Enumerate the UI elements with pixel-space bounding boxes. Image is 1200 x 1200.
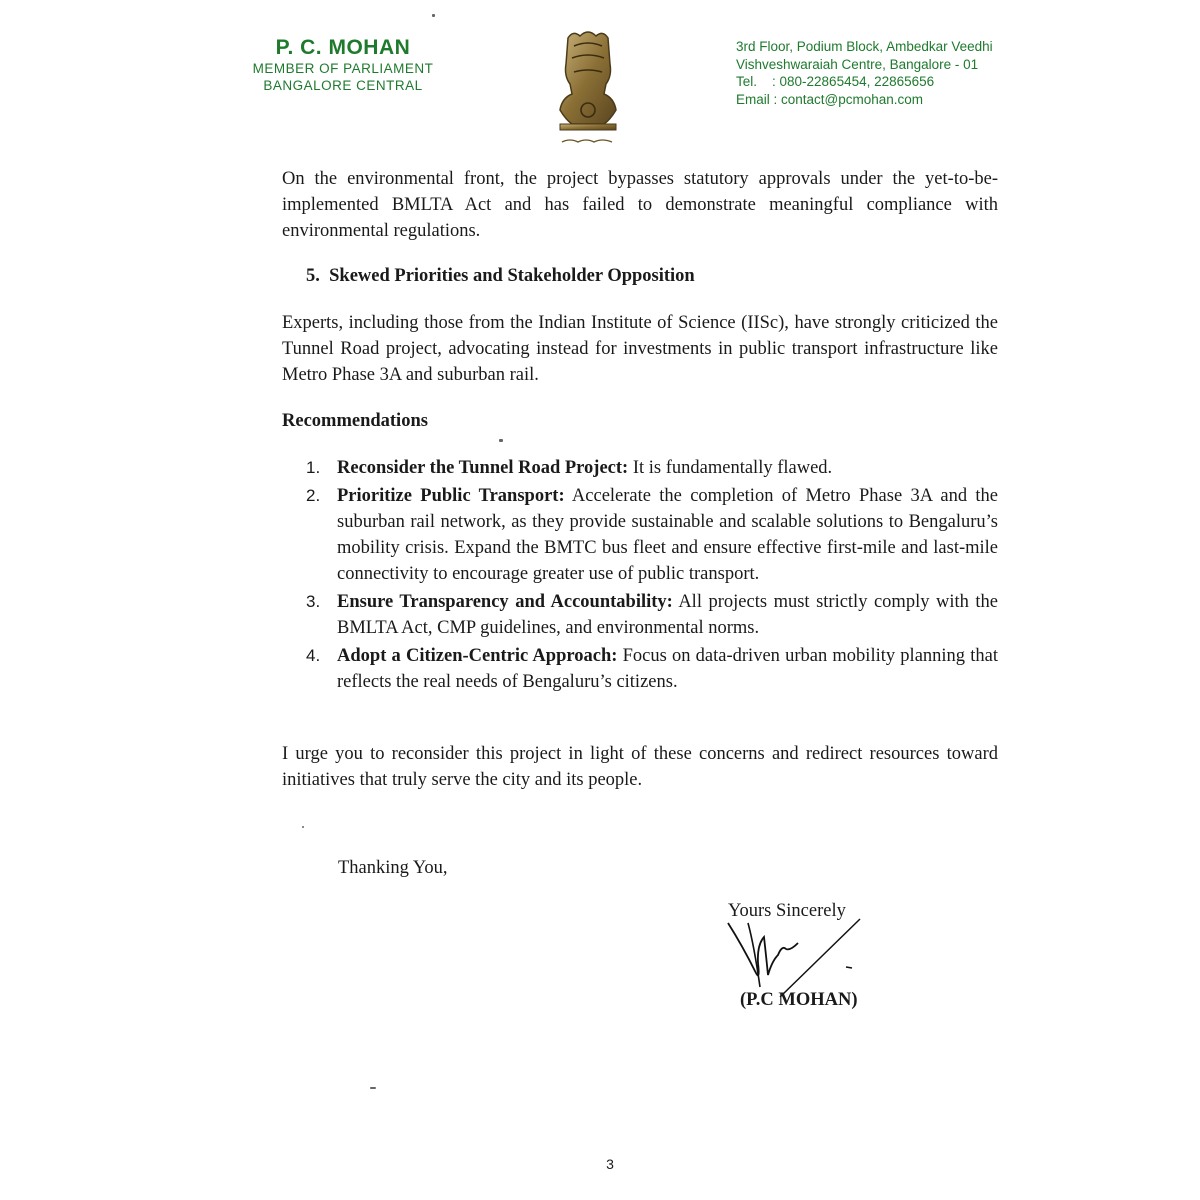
address-line-2: Vishveshwaraiah Centre, Bangalore - 01 xyxy=(736,56,979,72)
section-5-paragraph: Experts, including those from the Indian Institute of Science (IISc), have strongly criticized the Tunnel Road project, advocating instead for investments in public transport infrastructure like Metro Phase 3A and suburban rail. xyxy=(282,313,998,385)
item-number: 3. xyxy=(306,592,321,611)
item-title: Reconsider the Tunnel Road Project: xyxy=(337,458,629,478)
signature-icon xyxy=(720,915,870,1000)
recommendation-item xyxy=(306,455,998,481)
item-number: 4. xyxy=(306,646,321,665)
item-number: 2. xyxy=(306,486,321,505)
email: Email : contact@pcmohan.com xyxy=(736,91,924,107)
state-emblem-icon xyxy=(538,24,638,152)
recommendation-item xyxy=(306,483,998,587)
scan-speck xyxy=(499,439,503,442)
scan-speck xyxy=(432,14,435,17)
recommendation-item xyxy=(306,589,998,641)
address-line-1: 3rd Floor, Podium Block, Ambedkar Veedhi xyxy=(736,39,993,54)
scan-speck xyxy=(370,1087,376,1089)
page-number: 3 xyxy=(606,1156,614,1172)
item-text: It is fundamentally flawed. xyxy=(628,458,833,478)
thanking-you: Thanking You, xyxy=(338,858,448,878)
recommendation-item xyxy=(306,643,998,695)
closing-paragraph: I urge you to reconsider this project in light of these concerns and redirect resources toward initiatives that truly serve the city and its people. xyxy=(282,744,998,790)
letterhead-contact xyxy=(736,38,993,108)
signatory-name: (P.C MOHAN) xyxy=(740,990,858,1010)
item-text: Accelerate the completion of Metro Phase 3A and the suburban rail network, as they provide sustainable and scalable solutions to Bengaluru’s mobility crisis. Expand the BMTC bus fleet and ensure effective first-mile and last-mile connectivity to encourage greater use of public transport. xyxy=(337,486,998,584)
telephone: Tel. : 080-22865454, 22865656 xyxy=(736,74,935,89)
recommendations-heading: Recommendations xyxy=(282,411,428,431)
recommendations-list xyxy=(306,455,998,697)
item-title: Adopt a Citizen-Centric Approach: xyxy=(337,646,618,666)
section-5-heading: 5. Skewed Priorities and Stakeholder Opposition xyxy=(306,266,695,286)
sender-title: MEMBER OF PARLIAMENT xyxy=(252,61,434,76)
item-title: Ensure Transparency and Accountability: xyxy=(337,592,673,612)
item-text: Focus on data-driven urban mobility planning that reflects the real needs of Bengaluru’s citizens. xyxy=(337,646,998,692)
item-number: 1. xyxy=(306,458,321,477)
sender-constituency: BANGALORE CENTRAL xyxy=(263,78,423,93)
yours-sincerely: Yours Sincerely xyxy=(728,901,846,921)
item-title: Prioritize Public Transport: xyxy=(337,486,565,506)
sender-name: P. C. MOHAN xyxy=(275,36,411,59)
item-text: All projects must strictly comply with the BMLTA Act, CMP guidelines, and environmental norms. xyxy=(337,592,998,638)
environment-paragraph: On the environmental front, the project bypasses statutory approvals under the yet-to-be-implemented BMLTA Act and has failed to demonstrate meaningful compliance with environmental regulations. xyxy=(282,169,998,241)
letterhead-left xyxy=(238,36,448,94)
scan-speck xyxy=(302,826,304,828)
